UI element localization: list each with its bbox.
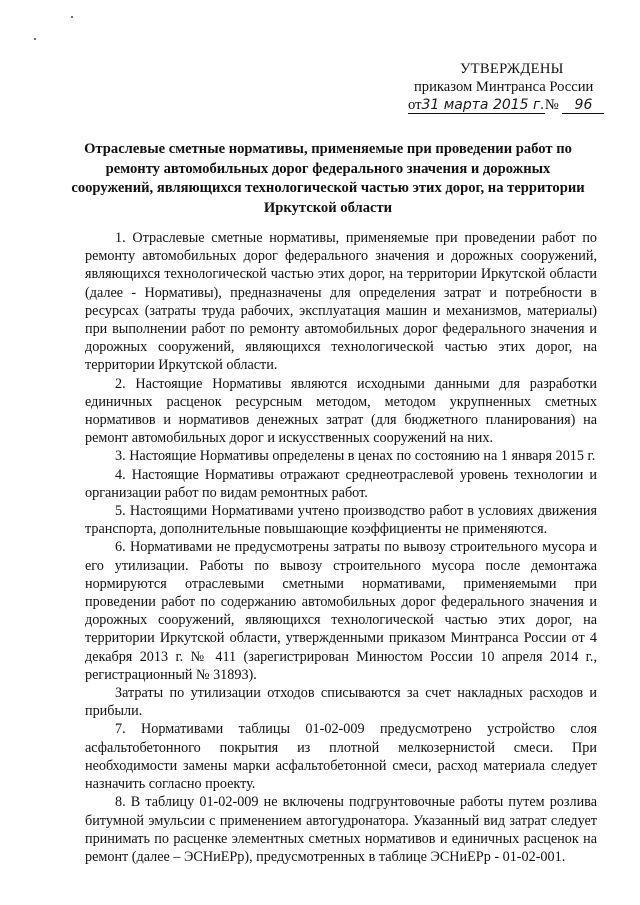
approval-order-line: приказом Минтранса России — [414, 79, 594, 95]
paragraph-6-continuation: Затраты по утилизации отходов списываются за счет накладных расходов и прибыли. — [85, 685, 597, 720]
paragraph-7: 7. Нормативами таблицы 01-02-009 предусмотрено устройство слоя асфальтобетонного покрытия из плотной мелкозернистой смеси. При необходимости замены марки асфальтобетонной смеси, расход материала следует назначить согласно проекту. — [85, 721, 597, 793]
paragraph-6: 6. Нормативами не предусмотрены затраты по вывозу строительного мусора и его утилизации. Работы по вывозу строительного мусора после демонтажа нормируются отраслевыми сметными нормативами, применяемыми при проведении работ по содержанию автомобильных дорог федерального значения и дорожных сооружений, являющихся технологической частью этих дорог, на территории Иркутской области, утвержденными приказом Минтранса России от 4 декабря 2013 г. № 411 (зарегистрирован Минюстом России 10 апреля 2014 г., регистрационный № 31893). — [85, 539, 597, 683]
paragraph-1: 1. Отраслевые сметные нормативы, применяемые при проведении работ по ремонту автомобильных дорог федерального значения и дорожных сооружений, являющихся технологической частью этих дорог, на территории Иркутской области (далее - Нормативы), предназначены для определения затрат и потребности в ресурсах (затраты труда рабочих, эксплуатация машин и механизмов, материалы) при выполнении работ по ремонту автомобильных дорог федерального значения и дорожных сооружений, являющихся технологической частью этих дорог, на территории Иркутской области. — [85, 230, 597, 374]
handwritten-date: 31 марта 2015 г. — [421, 97, 545, 113]
document-title: Отраслевые сметные нормативы, применяемые при проведении работ по ремонту автомобильных дорог федерального значения и дорожных сооружений, являющихся технологической частью этих дорог, на территории Иркутской области — [71, 141, 585, 216]
paragraph-4: 4. Настоящие Нормативы отражают среднеотраслевой уровень технологии и организации работ по видам ремонтных работ. — [85, 466, 597, 501]
paragraph-8: 8. В таблицу 01-02-009 не включены подгрунтовочные работы путем розлива битумной эмульсии с применением автогудронатора. Указанный вид затрат следует принимать по расценке элементных сметных нормативов и единичных расценок на ремонт (далее – ЭСНиЕРр), предусмотренных в таблице ЭСНиЕРр - 01-02-001. — [85, 794, 597, 865]
handwritten-order-number: 96 — [562, 98, 604, 114]
document-body — [85, 229, 597, 866]
approval-block — [408, 60, 608, 114]
scan-speck — [34, 38, 36, 40]
paragraph-2: 2. Настоящие Нормативы являются исходными данными для разработки единичных расценок ресурсным методом, методом укрупненных сметных нормативов и нормативов денежных затрат (для бюджетного планирования) на ремонт автомобильных дорог и искусственных сооружений на них. — [85, 375, 597, 447]
paragraph-5: 5. Настоящими Нормативами учтено производство работ в условиях движения транспорта, дополнительные повышающие коэффициенты не применяются. — [85, 503, 597, 538]
from-prefix: от — [408, 97, 422, 113]
approval-date-underline — [408, 98, 545, 114]
paragraph-3: 3. Настоящие Нормативы определены в ценах по состоянию на 1 января 2015 г. — [115, 448, 596, 465]
approval-heading: УТВЕРЖДЕНЫ — [460, 61, 564, 77]
approval-date-line — [408, 96, 608, 114]
number-prefix: № — [544, 97, 559, 113]
scan-speck — [71, 16, 73, 18]
